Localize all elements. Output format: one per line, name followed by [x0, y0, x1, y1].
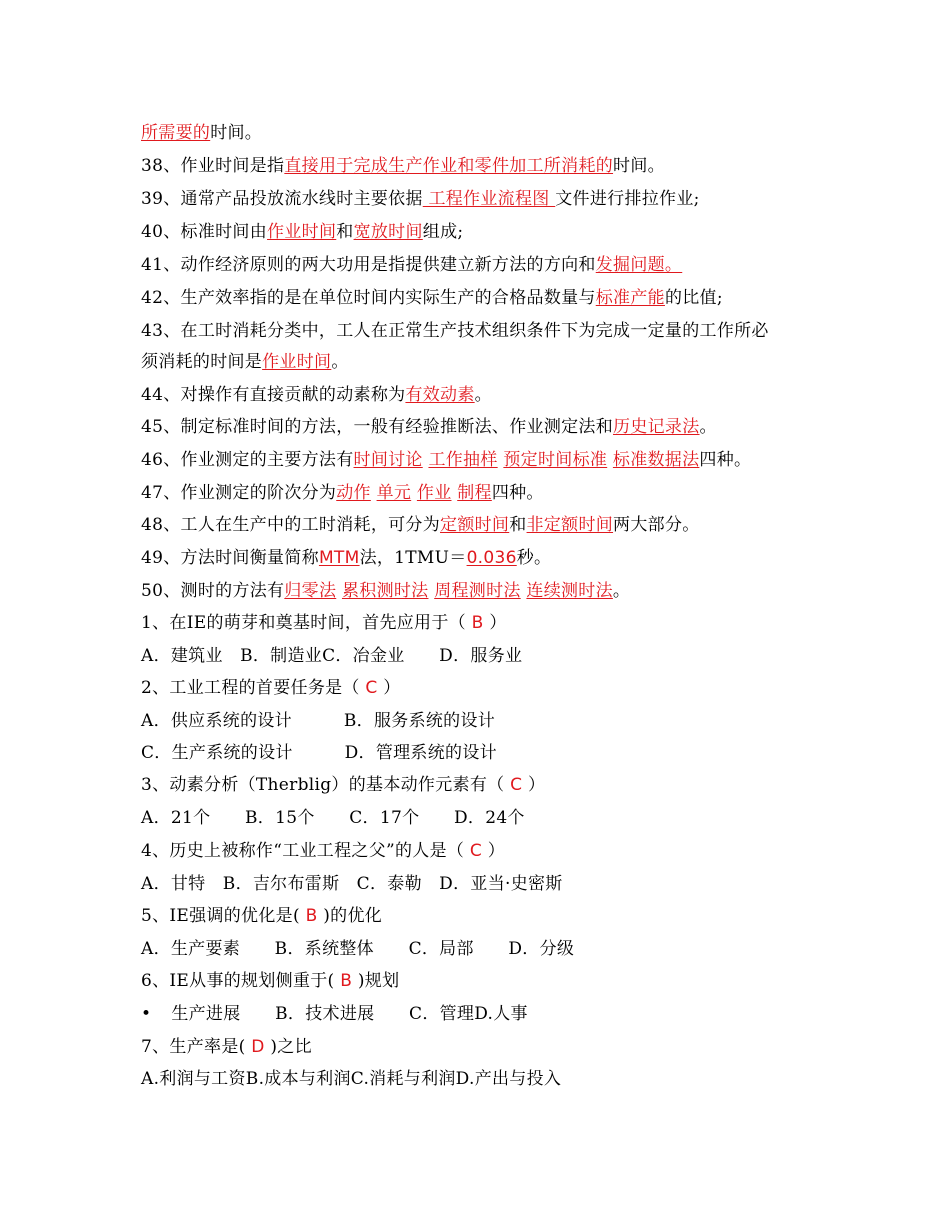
mc-question-1 [141, 612, 507, 634]
answer-text: 定额时间 [440, 515, 510, 535]
question-text: 7、生产率是( [141, 1037, 252, 1057]
answer-text: 标准产能 [595, 288, 665, 308]
line-text: 和 [509, 515, 527, 535]
answer-text: 宽放时间 [353, 222, 423, 242]
question-text: 1、在IE的萌芽和奠基时间，首先应用于（ [141, 613, 472, 633]
fill-line-43-cont [141, 351, 349, 373]
mc-question-7 [141, 1036, 312, 1058]
line-text: 秒。 [516, 548, 552, 568]
mc-question-4 [141, 840, 505, 862]
answer-text: 作业时间 [267, 222, 337, 242]
answer-text: 制程 [457, 483, 492, 503]
line-text: ） [522, 775, 546, 795]
question-text: 38、作业时间是指 [141, 156, 285, 176]
line-text: )之比 [264, 1037, 312, 1057]
answer-letter: B [340, 971, 353, 991]
answer-text: 作业 [416, 483, 452, 503]
bullet-icon: • [141, 1004, 152, 1024]
line-text: 。 [474, 385, 492, 405]
fill-line-37-cont [141, 122, 262, 144]
answer-text: MTM [318, 548, 360, 568]
line-text: 两大部分。 [613, 515, 700, 535]
answer-text: 直接用于完成生产作业和零件加工所消耗的 [284, 156, 614, 176]
answer-text: 动作 [336, 483, 371, 503]
fill-line-41 [141, 254, 682, 276]
mc-question-2 [141, 677, 401, 699]
answer-letter: B [305, 906, 318, 926]
answer-text: 时间讨论 [353, 450, 423, 470]
fill-line-48 [141, 514, 700, 536]
options-text: 生产进展 B．技术进展 C．管理D.人事 [171, 1004, 528, 1024]
answer-text: 作业时间 [262, 352, 332, 372]
line-text: 。 [612, 581, 631, 601]
line-text: 四种。 [491, 483, 544, 503]
question-text: 须消耗的时间是 [141, 352, 263, 372]
answer-text: 0.036 [466, 548, 517, 568]
answer-text: 工作抽样 [428, 450, 498, 470]
answer-text: 周程测时法 [434, 581, 521, 601]
question-text: 49、方法时间衡量简称 [141, 548, 319, 568]
mc-question-3 [141, 774, 545, 796]
answer-text: 所需要的 [141, 123, 211, 143]
answer-letter: C [510, 775, 523, 795]
fill-line-38 [141, 155, 665, 177]
answer-text: 有效动素 [405, 385, 475, 405]
line-text: ） [377, 678, 401, 698]
fill-line-43 [141, 320, 769, 342]
answer-text: 发掘问题。 [595, 255, 683, 275]
answer-letter: D [251, 1037, 265, 1057]
answer-text: 工程作业流程图 [422, 189, 556, 209]
question-text: 5、IE强调的优化是( [141, 906, 306, 926]
question-text: 45、制定标准时间的方法，一般有经验推断法、作业测定法和 [141, 417, 614, 437]
mc-options-5 [141, 938, 574, 960]
mc-options-2b [141, 742, 497, 764]
line-text: 四种。 [699, 450, 752, 470]
line-text: 和 [336, 222, 354, 242]
line-text: 时间。 [613, 156, 665, 176]
options-text: A．供应系统的设计 B．服务系统的设计 [141, 711, 496, 731]
line-text: ） [482, 841, 506, 861]
fill-line-46 [141, 449, 751, 471]
fill-line-40 [141, 221, 463, 243]
question-text: 6、IE从事的规划侧重于( [141, 971, 341, 991]
answer-letter: C [469, 841, 483, 861]
answer-text: 非定额时间 [526, 515, 614, 535]
mc-question-5 [141, 905, 382, 927]
answer-text: 标准数据法 [612, 450, 700, 470]
fill-line-50 [141, 580, 630, 602]
question-text: 43、在工时消耗分类中，工人在正常生产技术组织条件下为完成一定量的工作所必 [141, 321, 769, 341]
question-text: 4、历史上被称作“工业工程之父”的人是（ [141, 841, 470, 861]
options-text: A．生产要素 B．系统整体 C．局部 D．分级 [141, 939, 575, 959]
question-text: 50、测时的方法有 [141, 581, 285, 601]
mc-question-6 [141, 970, 399, 992]
question-text: 44、对操作有直接贡献的动素称为 [141, 385, 406, 405]
line-text: )规划 [352, 971, 400, 991]
line-text: 时间。 [210, 123, 263, 143]
answer-text: 历史记录法 [613, 417, 700, 437]
mc-options-3 [141, 807, 525, 829]
answer-letter: B [471, 613, 484, 633]
options-text: A．甘特 B．吉尔布雷斯 C．泰勒 D．亚当·史密斯 [141, 874, 563, 894]
mc-options-2a [141, 710, 495, 732]
options-text: C．生产系统的设计 D．管理系统的设计 [141, 743, 497, 763]
answer-text: 连续测时法 [526, 581, 613, 601]
answer-text: 单元 [376, 483, 412, 503]
question-text: 3、动素分析（Therblig）的基本动作元素有（ [141, 775, 511, 795]
line-text: 文件进行排拉作业; [555, 189, 700, 209]
mc-options-7 [141, 1068, 561, 1090]
fill-line-44 [141, 384, 492, 406]
line-text: 的比值; [664, 288, 723, 308]
question-text: 47、作业测定的阶次分为 [141, 483, 337, 503]
line-text: 法，1TMU＝ [359, 548, 467, 568]
answer-text: 累积测时法 [341, 581, 429, 601]
fill-line-45 [141, 416, 717, 438]
fill-line-39 [141, 188, 700, 210]
mc-options-4 [141, 873, 563, 895]
fill-line-42 [141, 287, 723, 309]
options-text: A.利润与工资B.成本与利润C.消耗与利润D.产出与投入 [141, 1069, 562, 1089]
options-text: A．21个 B．15个 C．17个 D．24个 [141, 808, 525, 828]
answer-letter: C [365, 678, 378, 698]
question-text: 39、通常产品投放流水线时主要依据 [141, 189, 423, 209]
question-text: 46、作业测定的主要方法有 [141, 450, 354, 470]
question-text: 2、工业工程的首要任务是（ [141, 678, 366, 698]
line-text: ） [483, 613, 507, 633]
mc-options-1 [141, 645, 522, 667]
options-text: A．建筑业 B．制造业C．冶金业 D．服务业 [141, 646, 523, 666]
question-text: 40、标准时间由 [141, 222, 268, 242]
answer-text: 预定时间标准 [503, 450, 608, 470]
question-text: 41、动作经济原则的两大功用是指提供建立新方法的方向和 [141, 255, 596, 275]
line-text: 。 [331, 352, 349, 372]
fill-line-49 [141, 547, 551, 569]
fill-line-47 [141, 482, 544, 504]
answer-text: 归零法 [284, 581, 337, 601]
question-text: 42、生产效率指的是在单位时间内实际生产的合格品数量与 [141, 288, 596, 308]
line-text: )的优化 [317, 906, 383, 926]
mc-options-6 [141, 1003, 528, 1025]
question-text: 48、工人在生产中的工时消耗，可分为 [141, 515, 441, 535]
line-text: 组成; [422, 222, 464, 242]
line-text: 。 [699, 417, 717, 437]
